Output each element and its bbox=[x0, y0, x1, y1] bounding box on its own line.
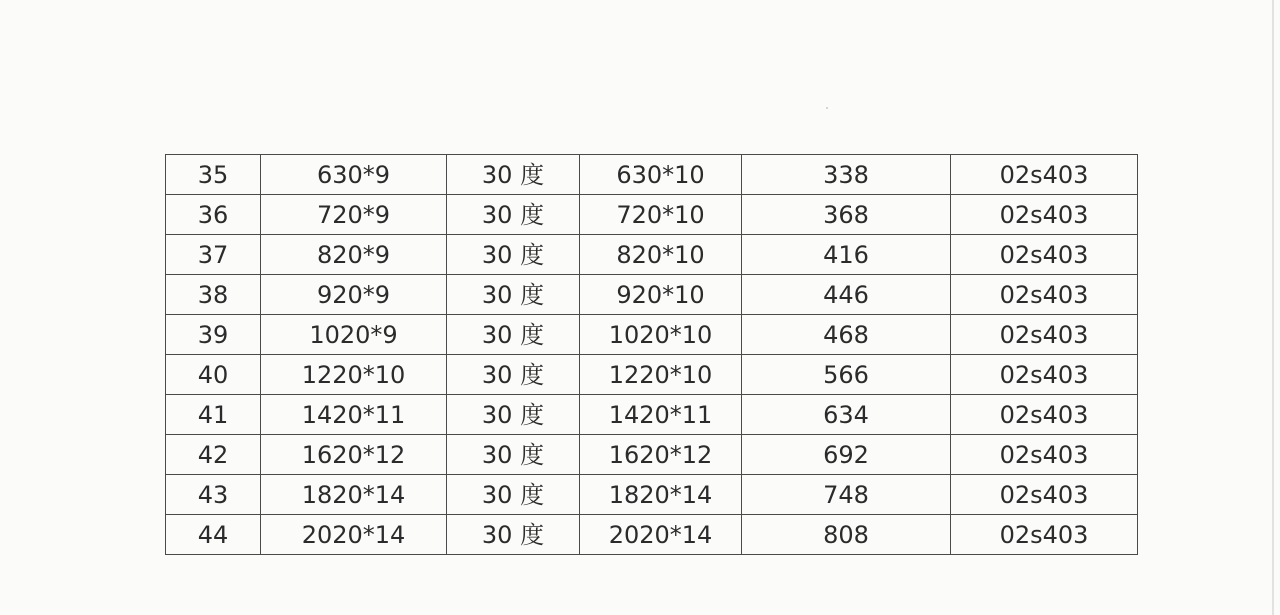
cell-spec-a: 720*9 bbox=[261, 195, 447, 235]
cell-value: 692 bbox=[742, 435, 951, 475]
cell-value: 416 bbox=[742, 235, 951, 275]
cell-angle: 30 度 bbox=[447, 475, 580, 515]
cell-no: 43 bbox=[166, 475, 261, 515]
cell-spec-a: 1420*11 bbox=[261, 395, 447, 435]
cell-code: 02s403 bbox=[951, 475, 1138, 515]
cell-code: 02s403 bbox=[951, 275, 1138, 315]
cell-spec-b: 2020*14 bbox=[580, 515, 742, 555]
cell-no: 36 bbox=[166, 195, 261, 235]
cell-spec-b: 630*10 bbox=[580, 155, 742, 195]
cell-no: 42 bbox=[166, 435, 261, 475]
cell-angle: 30 度 bbox=[447, 315, 580, 355]
cell-spec-a: 1220*10 bbox=[261, 355, 447, 395]
cell-spec-a: 920*9 bbox=[261, 275, 447, 315]
cell-code: 02s403 bbox=[951, 355, 1138, 395]
cell-no: 35 bbox=[166, 155, 261, 195]
cell-angle: 30 度 bbox=[447, 235, 580, 275]
cell-angle: 30 度 bbox=[447, 435, 580, 475]
cell-no: 37 bbox=[166, 235, 261, 275]
cell-code: 02s403 bbox=[951, 435, 1138, 475]
cell-spec-a: 820*9 bbox=[261, 235, 447, 275]
cell-code: 02s403 bbox=[951, 235, 1138, 275]
cell-angle: 30 度 bbox=[447, 155, 580, 195]
cell-no: 44 bbox=[166, 515, 261, 555]
cell-value: 808 bbox=[742, 515, 951, 555]
cell-spec-a: 1020*9 bbox=[261, 315, 447, 355]
cell-angle: 30 度 bbox=[447, 275, 580, 315]
cell-angle: 30 度 bbox=[447, 355, 580, 395]
scan-edge-shadow bbox=[1272, 0, 1274, 615]
table-row bbox=[166, 395, 1138, 435]
table-row bbox=[166, 475, 1138, 515]
cell-spec-b: 720*10 bbox=[580, 195, 742, 235]
table-row bbox=[166, 435, 1138, 475]
pipe-spec-table bbox=[165, 154, 1138, 555]
cell-spec-a: 630*9 bbox=[261, 155, 447, 195]
table-row bbox=[166, 155, 1138, 195]
cell-value: 338 bbox=[742, 155, 951, 195]
cell-spec-b: 820*10 bbox=[580, 235, 742, 275]
table-body bbox=[166, 155, 1138, 555]
cell-code: 02s403 bbox=[951, 515, 1138, 555]
cell-spec-a: 2020*14 bbox=[261, 515, 447, 555]
cell-code: 02s403 bbox=[951, 195, 1138, 235]
cell-value: 634 bbox=[742, 395, 951, 435]
cell-value: 748 bbox=[742, 475, 951, 515]
cell-spec-b: 1820*14 bbox=[580, 475, 742, 515]
table-row bbox=[166, 515, 1138, 555]
cell-angle: 30 度 bbox=[447, 195, 580, 235]
cell-code: 02s403 bbox=[951, 395, 1138, 435]
table-row bbox=[166, 235, 1138, 275]
cell-value: 566 bbox=[742, 355, 951, 395]
cell-angle: 30 度 bbox=[447, 395, 580, 435]
scan-speck bbox=[826, 107, 828, 109]
cell-code: 02s403 bbox=[951, 315, 1138, 355]
cell-no: 41 bbox=[166, 395, 261, 435]
cell-code: 02s403 bbox=[951, 155, 1138, 195]
table-row bbox=[166, 355, 1138, 395]
cell-spec-b: 1620*12 bbox=[580, 435, 742, 475]
cell-value: 368 bbox=[742, 195, 951, 235]
cell-value: 446 bbox=[742, 275, 951, 315]
cell-no: 38 bbox=[166, 275, 261, 315]
cell-angle: 30 度 bbox=[447, 515, 580, 555]
cell-value: 468 bbox=[742, 315, 951, 355]
cell-spec-b: 1020*10 bbox=[580, 315, 742, 355]
table-row bbox=[166, 275, 1138, 315]
cell-no: 40 bbox=[166, 355, 261, 395]
cell-no: 39 bbox=[166, 315, 261, 355]
cell-spec-b: 1220*10 bbox=[580, 355, 742, 395]
cell-spec-b: 1420*11 bbox=[580, 395, 742, 435]
cell-spec-a: 1620*12 bbox=[261, 435, 447, 475]
cell-spec-a: 1820*14 bbox=[261, 475, 447, 515]
table-row bbox=[166, 315, 1138, 355]
table-row bbox=[166, 195, 1138, 235]
cell-spec-b: 920*10 bbox=[580, 275, 742, 315]
